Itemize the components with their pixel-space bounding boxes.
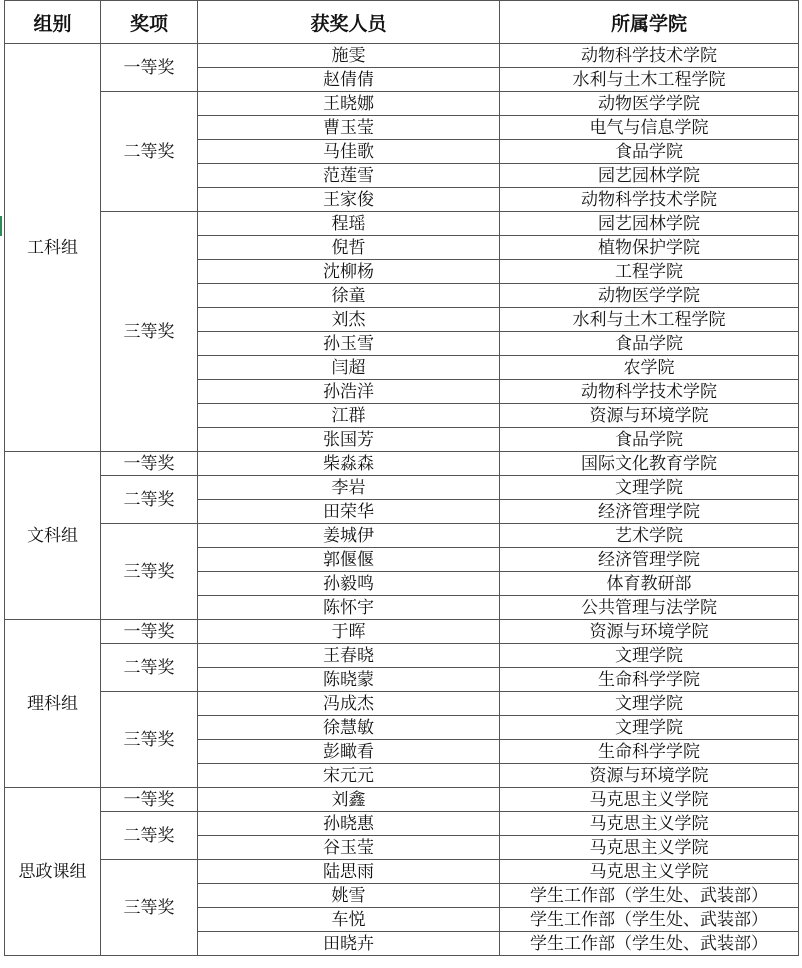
winner-cell: 赵倩倩	[198, 68, 500, 92]
table-row	[5, 620, 799, 644]
college-cell: 经济管理学院	[500, 500, 799, 524]
winner-cell: 徐童	[198, 284, 500, 308]
college-cell: 资源与环境学院	[500, 404, 799, 428]
winner-cell: 冯成杰	[198, 692, 500, 716]
college-cell: 马克思主义学院	[500, 860, 799, 884]
college-cell: 动物科学技术学院	[500, 380, 799, 404]
winner-cell: 谷玉莹	[198, 836, 500, 860]
award-level-cell: 一等奖	[101, 788, 198, 812]
winner-cell: 程瑶	[198, 212, 500, 236]
college-cell: 马克思主义学院	[500, 788, 799, 812]
college-cell: 文理学院	[500, 644, 799, 668]
group-cell: 思政课组	[5, 788, 101, 956]
college-cell: 文理学院	[500, 716, 799, 740]
award-level-cell: 一等奖	[101, 44, 198, 92]
winner-cell: 车悦	[198, 908, 500, 932]
group-cell: 理科组	[5, 620, 101, 788]
winner-cell: 刘杰	[198, 308, 500, 332]
header-row	[5, 1, 799, 44]
award-level-cell: 三等奖	[101, 860, 198, 956]
college-cell: 农学院	[500, 356, 799, 380]
winner-cell: 陆思雨	[198, 860, 500, 884]
college-cell: 工程学院	[500, 260, 799, 284]
table-row	[5, 524, 799, 548]
award-level-cell: 二等奖	[101, 812, 198, 860]
winner-cell: 王春晓	[198, 644, 500, 668]
college-cell: 园艺园林学院	[500, 164, 799, 188]
award-level-cell: 二等奖	[101, 476, 198, 524]
winner-cell: 田荣华	[198, 500, 500, 524]
college-cell: 文理学院	[500, 692, 799, 716]
header-college: 所属学院	[500, 1, 799, 44]
college-cell: 经济管理学院	[500, 548, 799, 572]
college-cell: 电气与信息学院	[500, 116, 799, 140]
college-cell: 动物科学技术学院	[500, 44, 799, 68]
college-cell: 水利与土木工程学院	[500, 68, 799, 92]
winner-cell: 郭偃偃	[198, 548, 500, 572]
winner-cell: 陈晓蒙	[198, 668, 500, 692]
winner-cell: 宋元元	[198, 764, 500, 788]
winner-cell: 徐慧敏	[198, 716, 500, 740]
winner-cell: 马佳歌	[198, 140, 500, 164]
table-row	[5, 644, 799, 668]
college-cell: 植物保护学院	[500, 236, 799, 260]
award-level-cell: 一等奖	[101, 452, 198, 476]
table-row	[5, 212, 799, 236]
college-cell: 动物医学学院	[500, 284, 799, 308]
college-cell: 食品学院	[500, 428, 799, 452]
winner-cell: 倪哲	[198, 236, 500, 260]
college-cell: 动物科学技术学院	[500, 188, 799, 212]
winner-cell: 孙晓惠	[198, 812, 500, 836]
table-row	[5, 788, 799, 812]
table-row	[5, 92, 799, 116]
winner-cell: 于晖	[198, 620, 500, 644]
awards-table	[4, 0, 799, 956]
edge-marker	[0, 216, 2, 236]
table-row	[5, 452, 799, 476]
winner-cell: 姚雪	[198, 884, 500, 908]
group-cell: 工科组	[5, 44, 101, 452]
college-cell: 动物医学学院	[500, 92, 799, 116]
award-level-cell: 三等奖	[101, 212, 198, 452]
winner-cell: 刘鑫	[198, 788, 500, 812]
college-cell: 艺术学院	[500, 524, 799, 548]
award-level-cell: 一等奖	[101, 620, 198, 644]
college-cell: 马克思主义学院	[500, 836, 799, 860]
winner-cell: 王家俊	[198, 188, 500, 212]
award-level-cell: 三等奖	[101, 524, 198, 620]
college-cell: 学生工作部（学生处、武装部）	[500, 932, 799, 956]
college-cell: 文理学院	[500, 476, 799, 500]
college-cell: 马克思主义学院	[500, 812, 799, 836]
college-cell: 资源与环境学院	[500, 764, 799, 788]
college-cell: 食品学院	[500, 140, 799, 164]
winner-cell: 曹玉莹	[198, 116, 500, 140]
table-row	[5, 692, 799, 716]
group-cell: 文科组	[5, 452, 101, 620]
college-cell: 学生工作部（学生处、武装部）	[500, 908, 799, 932]
table-row	[5, 860, 799, 884]
winner-cell: 柴淼森	[198, 452, 500, 476]
winner-cell: 闫超	[198, 356, 500, 380]
table-row	[5, 44, 799, 68]
table-row	[5, 476, 799, 500]
winner-cell: 施雯	[198, 44, 500, 68]
college-cell: 园艺园林学院	[500, 212, 799, 236]
table-row	[5, 812, 799, 836]
winner-cell: 陈怀宇	[198, 596, 500, 620]
award-level-cell: 二等奖	[101, 92, 198, 212]
college-cell: 学生工作部（学生处、武装部）	[500, 884, 799, 908]
header-group: 组别	[5, 1, 101, 44]
winner-cell: 沈柳杨	[198, 260, 500, 284]
college-cell: 食品学院	[500, 332, 799, 356]
winner-cell: 王晓娜	[198, 92, 500, 116]
winner-cell: 江群	[198, 404, 500, 428]
header-winner: 获奖人员	[198, 1, 500, 44]
winner-cell: 孙毅鸣	[198, 572, 500, 596]
winner-cell: 孙浩洋	[198, 380, 500, 404]
winner-cell: 孙玉雪	[198, 332, 500, 356]
college-cell: 资源与环境学院	[500, 620, 799, 644]
award-level-cell: 二等奖	[101, 644, 198, 692]
college-cell: 体育教研部	[500, 572, 799, 596]
winner-cell: 姜城伊	[198, 524, 500, 548]
college-cell: 生命科学学院	[500, 668, 799, 692]
winner-cell: 田晓卉	[198, 932, 500, 956]
college-cell: 公共管理与法学院	[500, 596, 799, 620]
winner-cell: 李岩	[198, 476, 500, 500]
winner-cell: 范莲雪	[198, 164, 500, 188]
winner-cell: 彭瞰看	[198, 740, 500, 764]
college-cell: 生命科学学院	[500, 740, 799, 764]
college-cell: 水利与土木工程学院	[500, 308, 799, 332]
winner-cell: 张国芳	[198, 428, 500, 452]
table-body	[5, 44, 799, 956]
award-level-cell: 三等奖	[101, 692, 198, 788]
college-cell: 国际文化教育学院	[500, 452, 799, 476]
header-award: 奖项	[101, 1, 198, 44]
